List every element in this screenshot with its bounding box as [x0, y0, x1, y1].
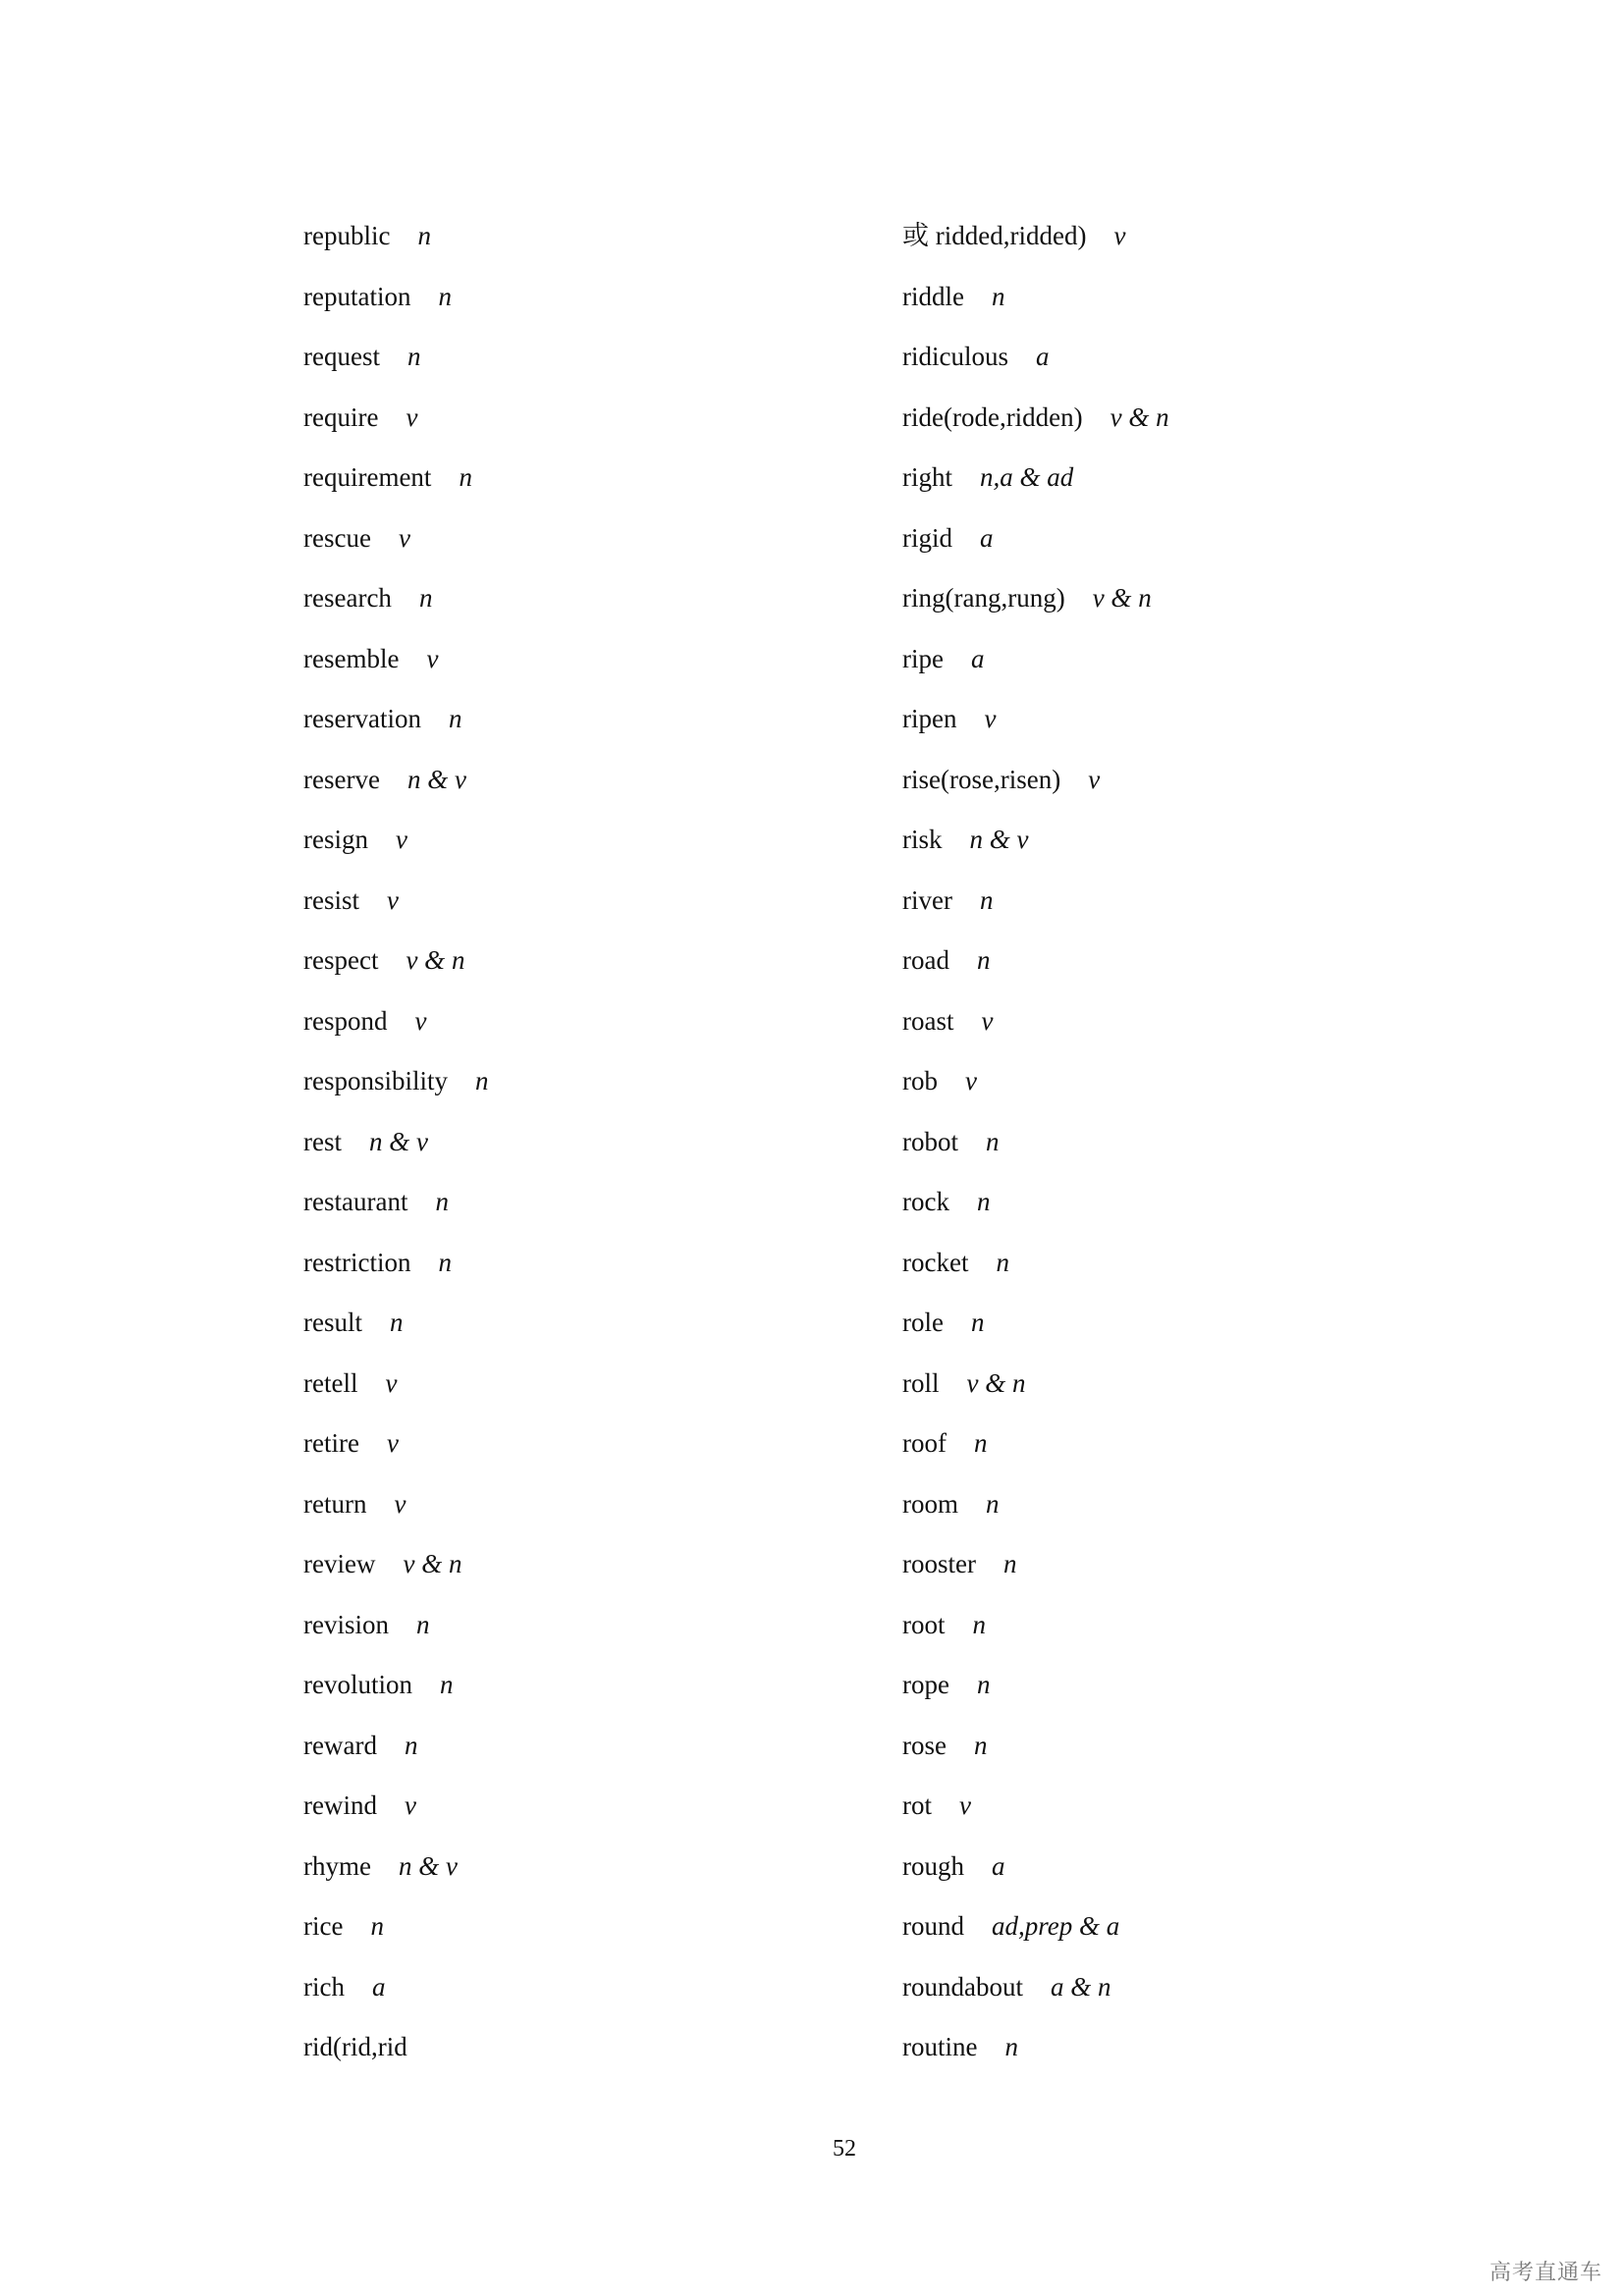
entry-part-of-speech: n: [438, 1247, 452, 1277]
entry-part-of-speech: n: [973, 1730, 988, 1760]
entry-word: result: [303, 1308, 362, 1337]
entry-part-of-speech: n: [404, 1730, 418, 1760]
entry-part-of-speech: n: [973, 1428, 988, 1458]
entry-word: require: [303, 401, 379, 432]
entry-part-of-speech: n: [416, 1609, 430, 1639]
vocabulary-entry: [303, 1063, 853, 1124]
vocabulary-entry: [303, 400, 853, 460]
vocabulary-entry: [303, 520, 853, 581]
entry-word: restriction: [303, 1247, 411, 1277]
entry-part-of-speech: n: [475, 1066, 489, 1095]
vocabulary-entry: [303, 1124, 853, 1185]
vocabulary-entry: [303, 218, 853, 279]
entry-word: routine: [902, 2032, 978, 2061]
entry-part-of-speech: n: [976, 1187, 991, 1216]
page-number: 52: [833, 2136, 856, 2162]
entry-part-of-speech: v & n: [406, 945, 465, 975]
vocabulary-entry: [902, 279, 1452, 340]
entry-part-of-speech: n & v: [398, 1850, 458, 1881]
entry-part-of-speech: n: [435, 1187, 449, 1216]
vocabulary-entry: [303, 1305, 853, 1365]
entry-part-of-speech: v: [406, 401, 418, 432]
vocabulary-entry: [902, 2029, 1452, 2090]
entry-part-of-speech: v & n: [966, 1367, 1026, 1398]
entry-part-of-speech: v: [1088, 764, 1101, 794]
entry-part-of-speech: n: [370, 1911, 384, 1941]
entry-part-of-speech: n: [991, 281, 1005, 311]
vocabulary-entry: [902, 1969, 1452, 2030]
entry-word: rock: [902, 1187, 949, 1216]
entry-part-of-speech: v: [387, 884, 399, 915]
vocabulary-entry: [902, 1063, 1452, 1124]
entry-part-of-speech: n: [996, 1247, 1009, 1277]
entry-word: roll: [902, 1367, 940, 1398]
entry-part-of-speech: n & v: [969, 825, 1029, 854]
entry-word: rob: [902, 1066, 938, 1095]
entry-part-of-speech: n: [417, 221, 431, 250]
entry-word: republic: [303, 221, 391, 250]
entry-word: rid(rid,rid: [303, 2032, 407, 2061]
vocabulary-entry: [303, 1245, 853, 1306]
entry-word: review: [303, 1549, 376, 1578]
entry-part-of-speech: n: [390, 1308, 404, 1337]
entry-word: restaurant: [303, 1187, 408, 1216]
entry-word: responsibility: [303, 1066, 448, 1095]
word-list-left-column: [303, 218, 853, 2090]
entry-part-of-speech: n,a & ad: [980, 462, 1074, 492]
vocabulary-entry: [303, 1003, 853, 1064]
entry-part-of-speech: v: [426, 643, 439, 673]
entry-word: retell: [303, 1367, 358, 1398]
vocabulary-entry: [902, 1908, 1452, 1969]
entry-part-of-speech: n: [459, 462, 472, 492]
entry-part-of-speech: n: [972, 1609, 986, 1639]
vocabulary-entry: [902, 218, 1452, 279]
entry-word: rich: [303, 1971, 345, 2002]
watermark: 高考直通车: [1489, 2261, 1602, 2285]
entry-word: rise(rose,risen): [902, 764, 1061, 794]
entry-word: rigid: [902, 522, 952, 553]
entry-part-of-speech: v: [394, 1488, 406, 1519]
entry-part-of-speech: n & v: [406, 764, 466, 794]
entry-word: ridiculous: [902, 342, 1008, 371]
vocabulary-entry: [303, 1607, 853, 1668]
vocabulary-entry: [902, 1365, 1452, 1426]
vocabulary-entry: [303, 1969, 853, 2030]
vocabulary-entry: [303, 339, 853, 400]
entry-part-of-speech: n: [418, 583, 433, 613]
vocabulary-entry: [303, 1848, 853, 1909]
vocabulary-entry: [902, 1305, 1452, 1365]
entry-word: respond: [303, 1005, 388, 1036]
entry-part-of-speech: n: [970, 1308, 985, 1337]
entry-word: 或 ridded,ridded): [902, 221, 1087, 250]
entry-part-of-speech: n: [406, 342, 421, 371]
entry-part-of-speech: n: [976, 945, 991, 975]
vocabulary-entry: [902, 1245, 1452, 1306]
vocabulary-entry: [303, 701, 853, 762]
entry-part-of-speech: n: [986, 1126, 1000, 1156]
entry-word: risk: [902, 825, 943, 854]
entry-word: reward: [303, 1730, 377, 1760]
entry-word: ripe: [902, 643, 944, 673]
entry-word: rhyme: [303, 1850, 371, 1881]
entry-part-of-speech: n: [986, 1488, 1000, 1519]
entry-word: rocket: [902, 1247, 969, 1277]
entry-word: revision: [303, 1609, 389, 1639]
vocabulary-entry: [303, 2029, 853, 2090]
entry-word: reserve: [303, 764, 380, 794]
vocabulary-entry: [303, 459, 853, 520]
entry-part-of-speech: a & n: [1050, 1971, 1111, 2002]
entry-word: rot: [902, 1790, 932, 1820]
entry-word: ripen: [902, 704, 957, 733]
entry-word: rest: [303, 1126, 342, 1156]
entry-word: rice: [303, 1911, 344, 1941]
vocabulary-entry: [902, 1607, 1452, 1668]
vocabulary-entry: [303, 1667, 853, 1728]
entry-word: rose: [902, 1730, 947, 1760]
vocabulary-entry: [902, 1667, 1452, 1728]
entry-part-of-speech: n: [439, 1670, 454, 1699]
vocabulary-entry: [902, 942, 1452, 1003]
vocabulary-entry: [902, 882, 1452, 943]
vocabulary-entry: [303, 1728, 853, 1789]
vocabulary-entry: [902, 1486, 1452, 1547]
vocabulary-entry: [902, 1425, 1452, 1486]
entry-word: roof: [902, 1428, 947, 1458]
entry-word: root: [902, 1609, 946, 1639]
entry-word: river: [902, 884, 952, 915]
entry-word: robot: [902, 1126, 958, 1156]
entry-word: research: [303, 583, 392, 613]
entry-part-of-speech: v: [1113, 221, 1126, 250]
vocabulary-entry: [303, 1365, 853, 1426]
entry-part-of-speech: n: [979, 884, 994, 915]
entry-part-of-speech: v: [959, 1790, 971, 1820]
entry-word: revolution: [303, 1670, 412, 1699]
vocabulary-entry: [303, 882, 853, 943]
entry-part-of-speech: v & n: [403, 1549, 462, 1578]
entry-word: rooster: [902, 1549, 976, 1578]
entry-word: roast: [902, 1005, 954, 1036]
entry-part-of-speech: a: [970, 643, 985, 673]
entry-part-of-speech: a: [992, 1850, 1005, 1881]
entry-word: room: [902, 1488, 958, 1519]
entry-part-of-speech: n: [1004, 2032, 1018, 2061]
entry-word: request: [303, 342, 380, 371]
entry-part-of-speech: n: [448, 704, 462, 733]
entry-word: reservation: [303, 704, 421, 733]
vocabulary-entry: [303, 1546, 853, 1607]
entry-part-of-speech: v & n: [1110, 401, 1169, 432]
vocabulary-entry: [303, 1486, 853, 1547]
entry-word: return: [303, 1488, 367, 1519]
entry-word: resign: [303, 825, 368, 854]
vocabulary-entry: [902, 339, 1452, 400]
vocabulary-entry: [902, 400, 1452, 460]
entry-word: rough: [902, 1850, 964, 1881]
entry-part-of-speech: v: [984, 704, 997, 733]
word-list-right-column: [902, 218, 1452, 2090]
entry-word: roundabout: [902, 1971, 1023, 2002]
entry-word: resist: [303, 884, 359, 915]
entry-part-of-speech: v: [965, 1066, 977, 1095]
vocabulary-entry: [303, 580, 853, 641]
entry-word: retire: [303, 1428, 359, 1458]
entry-part-of-speech: v: [386, 1428, 399, 1458]
vocabulary-entry: [902, 1848, 1452, 1909]
entry-word: reputation: [303, 281, 411, 311]
vocabulary-entry: [303, 762, 853, 823]
vocabulary-entry: [902, 641, 1452, 702]
vocabulary-entry: [902, 1546, 1452, 1607]
entry-word: riddle: [902, 281, 964, 311]
entry-word: rewind: [303, 1790, 377, 1820]
vocabulary-entry: [902, 580, 1452, 641]
vocabulary-entry: [902, 1788, 1452, 1848]
entry-word: round: [902, 1911, 964, 1941]
entry-part-of-speech: v: [395, 825, 407, 854]
entry-part-of-speech: n & v: [368, 1126, 428, 1156]
vocabulary-entry: [902, 762, 1452, 823]
entry-part-of-speech: v: [404, 1790, 416, 1820]
vocabulary-entry: [303, 1788, 853, 1848]
vocabulary-entry: [303, 942, 853, 1003]
entry-word: respect: [303, 945, 379, 975]
entry-part-of-speech: n: [976, 1670, 991, 1699]
entry-part-of-speech: v & n: [1092, 583, 1152, 613]
entry-word: road: [902, 945, 949, 975]
vocabulary-entry: [902, 1728, 1452, 1789]
entry-part-of-speech: v: [414, 1005, 427, 1036]
entry-part-of-speech: v: [981, 1005, 994, 1036]
entry-part-of-speech: ad,prep & a: [992, 1911, 1120, 1941]
vocabulary-entry: [303, 1908, 853, 1969]
entry-word: rescue: [303, 522, 371, 553]
vocabulary-entry: [303, 279, 853, 340]
vocabulary-entry: [303, 1184, 853, 1245]
entry-part-of-speech: v: [385, 1367, 398, 1398]
entry-word: right: [902, 462, 952, 492]
vocabulary-entry: [902, 520, 1452, 581]
vocabulary-entry: [902, 701, 1452, 762]
entry-word: rope: [902, 1670, 949, 1699]
vocabulary-entry: [303, 1425, 853, 1486]
entry-part-of-speech: v: [398, 522, 410, 553]
entry-part-of-speech: a: [1036, 342, 1050, 371]
vocabulary-entry: [902, 1124, 1452, 1185]
entry-word: resemble: [303, 643, 400, 673]
entry-part-of-speech: n: [438, 281, 452, 311]
entry-word: ride(rode,ridden): [902, 401, 1083, 432]
entry-part-of-speech: a: [371, 1971, 386, 2002]
entry-word: requirement: [303, 462, 432, 492]
vocabulary-entry: [303, 641, 853, 702]
vocabulary-entry: [902, 1184, 1452, 1245]
entry-part-of-speech: a: [980, 522, 994, 553]
entry-word: role: [902, 1308, 944, 1337]
entry-word: ring(rang,rung): [902, 583, 1065, 613]
vocabulary-entry: [902, 459, 1452, 520]
entry-part-of-speech: n: [1002, 1549, 1017, 1578]
vocabulary-entry: [902, 1003, 1452, 1064]
vocabulary-entry: [303, 822, 853, 882]
vocabulary-entry: [902, 822, 1452, 882]
